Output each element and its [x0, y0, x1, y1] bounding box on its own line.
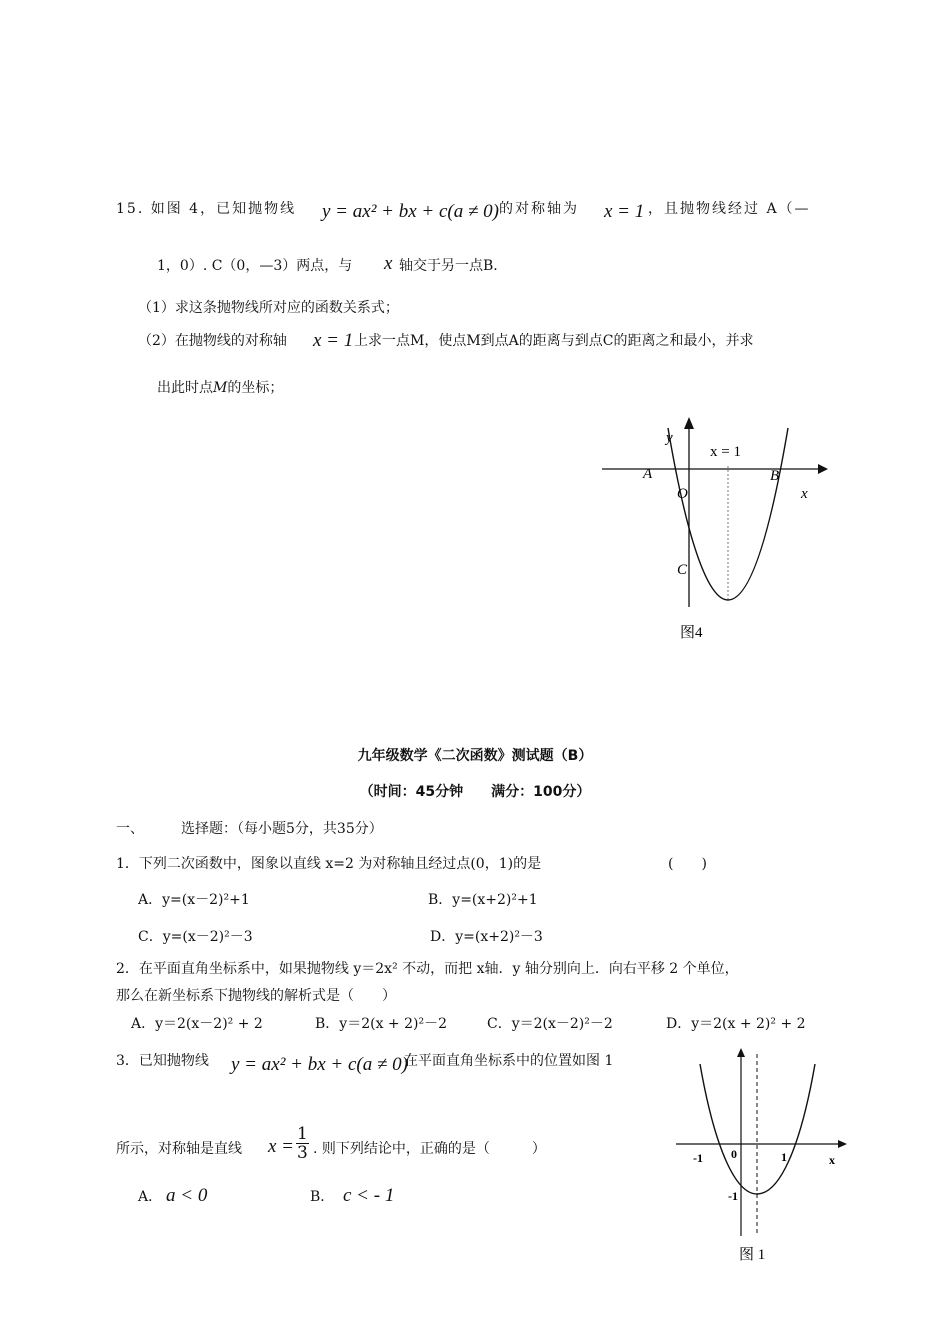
q15-line2-end: 轴交于另一点B.: [399, 258, 498, 274]
q15-formula: y = ax² + bx + c(a ≠ 0): [322, 201, 499, 222]
fig4-x-arrow: [818, 464, 828, 474]
q3-stem-start: 3．已知抛物线: [116, 1053, 209, 1069]
q1-option-c: C．y=(x－2)²－3: [138, 929, 253, 945]
q2-option-a: A．y＝2(x－2)² + 2: [131, 1016, 263, 1032]
q1-option-d: D．y=(x+2)²－3: [430, 929, 543, 945]
fig4-y-arrow: [684, 417, 694, 429]
fig1-x-arrow: [838, 1140, 847, 1148]
fig4-label-B: B: [770, 468, 780, 484]
q15-part2-mid: 上求一点M，使点M到点A的距离与到点C的距离之和最小，并求: [354, 333, 754, 349]
q2-option-b: B．y＝2(x + 2)²－2: [315, 1016, 447, 1032]
q3-stem-end: 在平面直角坐标系中的位置如图 1: [404, 1053, 614, 1069]
fig1-tick-0: 0: [731, 1147, 737, 1161]
q1-answer-paren: ( ): [668, 856, 707, 872]
section-label: 选择题：（每小题5分，共35分）: [181, 821, 383, 837]
fig1-y-arrow: [737, 1048, 745, 1057]
q1-option-a: A．y=(x－2)²+1: [138, 892, 250, 908]
section-number: 一、: [116, 821, 144, 837]
q15-line2: 1，0）. C（0，—3）两点，与: [157, 258, 353, 274]
test-title: 九年级数学《二次函数》测试题（B）: [357, 748, 593, 764]
fig1-tick-neg1-y: -1: [728, 1189, 738, 1203]
q15-line2-x: x: [384, 253, 393, 274]
q3-formula: y = ax² + bx + c(a ≠ 0): [231, 1054, 408, 1075]
q1-stem: 1．下列二次函数中，图象以直线 x=2 为对称轴且经过点(0，1)的是: [116, 856, 542, 872]
fig4-label-A: A: [643, 466, 653, 482]
fig4-label-C: C: [677, 562, 688, 578]
q15-line1-end: ，且抛物线经过 A（—: [648, 201, 811, 217]
fig4-label-O: O: [677, 486, 688, 502]
fig4-label-y: y: [666, 430, 673, 446]
q2-option-c: C．y＝2(x－2)²－2: [487, 1016, 613, 1032]
test-subtitle: （时间：45分钟 满分：100分）: [359, 784, 591, 800]
q1-option-b: B．y=(x+2)²+1: [428, 892, 538, 908]
q3-option-a-label: A．: [138, 1189, 163, 1205]
q2-stem-line2: 那么在新坐标系下抛物线的解析式是（ ）: [116, 988, 396, 1004]
q3-fraction: [296, 1125, 309, 1162]
q15-axis-eq: x = 1: [604, 201, 645, 222]
fig1-label-x: x: [829, 1153, 835, 1167]
q3-option-b: c < - 1: [343, 1185, 395, 1206]
q3-option-b-label: B．: [310, 1189, 335, 1205]
q15-part1: （1）求这条抛物线所对应的函数关系式；: [138, 300, 399, 316]
fig4-caption: 图4: [680, 625, 703, 641]
fig4-label-axis: x = 1: [710, 444, 741, 460]
q3-line2-start: 所示，对称轴是直线: [116, 1141, 242, 1157]
q3-frac-num: 1: [297, 1124, 308, 1144]
q15-line1-mid: 的对称轴为: [499, 201, 579, 217]
q2-option-d: D．y＝2(x + 2)² + 2: [666, 1016, 806, 1032]
q3-line2-end: . 则下列结论中，正确的是（ ）: [313, 1141, 546, 1157]
q3-option-a: a < 0: [166, 1185, 208, 1206]
figure-4: [596, 406, 836, 650]
fig1-tick-1: 1: [781, 1150, 787, 1164]
q15-part2-eq: x = 1: [313, 330, 354, 351]
figure-1: [672, 1040, 852, 1270]
q15-part2-start: （2）在抛物线的对称轴: [138, 333, 287, 349]
q15-line1-start: 15. 如图 4，已知抛物线: [116, 201, 297, 217]
fig1-caption: 图 1: [739, 1247, 766, 1263]
q3-frac-den: 3: [297, 1143, 308, 1163]
q15-part2-line2: 出此时点M的坐标；: [157, 380, 284, 396]
q2-stem-line1: 2．在平面直角坐标系中，如果抛物线 y＝2x² 不动，而把 x轴．y 轴分别向上．向右平移 2 个单位，: [116, 961, 739, 977]
fig4-label-x: x: [801, 486, 808, 502]
fig1-tick-neg1: -1: [693, 1151, 703, 1165]
q3-axis-x: x =: [268, 1136, 295, 1157]
